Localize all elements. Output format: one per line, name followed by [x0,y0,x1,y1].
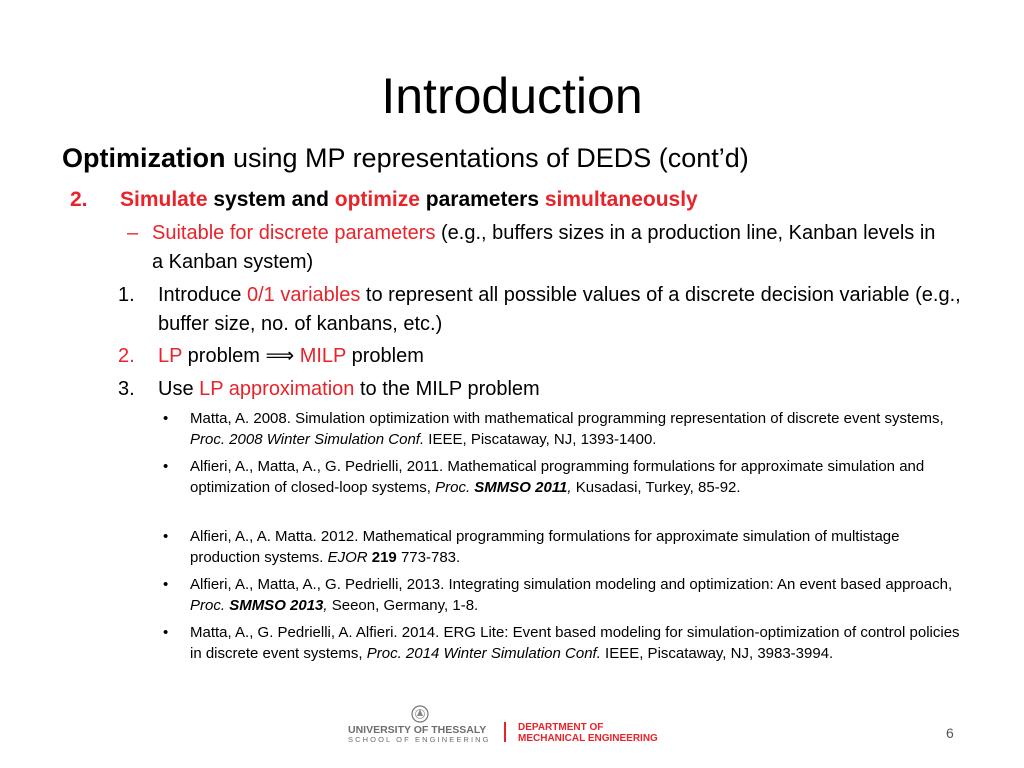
department-line-1: DEPARTMENT OF [518,722,604,733]
step-2 [118,342,968,371]
footer-logo [348,705,688,745]
bullet-icon: • [163,410,169,427]
section-text-1: system and [207,188,335,211]
reference-volume: 219 [367,549,397,566]
subtitle-rest: using MP representations of DEDS (cont’d) [225,143,749,173]
page-number: 6 [946,725,954,741]
reference-item [163,622,963,664]
reference-venue: Proc. [190,597,230,614]
step-2-post: problem [346,345,424,367]
dash-marker: – [127,222,139,244]
dash-item-text: (e.g., buffers sizes in a production line, Kanban levels in a Kanban system) [152,222,936,273]
reference-item [163,456,963,498]
university-name: UNIVERSITY OF THESSALY [348,724,487,736]
reference-item [163,408,963,450]
reference-venue-comma: , [567,479,572,496]
step-3-highlight: LP approximation [199,378,355,400]
step-1-highlight: 0/1 variables [246,284,361,306]
reference-venue: Proc. [435,479,475,496]
step-2-mid: problem ⟹ [182,345,300,367]
bullet-icon: • [163,528,169,545]
bullet-icon: • [163,624,169,641]
reference-venue: Proc. 2008 Winter Simulation Conf. [190,431,425,448]
step-1-post: to represent all possible values of a discrete decision variable (e.g., buffer size, no. of kanbans, etc.) [158,284,961,335]
step-3-pre: Use [158,378,200,400]
reference-tail: 773-783. [396,549,461,566]
dash-item [127,219,947,277]
reference-text: Alfieri, A., Matta, A., G. Pedrielli, 2013. Integrating simulation modeling and optimization: An event based approach, [190,576,953,593]
reference-item [163,526,963,568]
department-line-2: MECHANICAL ENGINEERING [518,733,658,744]
step-1-pre: Introduce [158,284,247,306]
school-name: SCHOOL OF ENGINEERING [348,735,491,744]
dash-item-highlight: Suitable for discrete parameters [152,222,436,244]
reference-venue-comma: , [323,597,328,614]
reference-text: Alfieri, A., Matta, A., G. Pedrielli, 2011. Mathematical programming formulations for approximate simulation and optimization of closed-loop systems, [190,458,925,496]
reference-item [163,574,963,616]
section-text-2: parameters [419,188,545,211]
reference-venue: EJOR [327,549,368,566]
reference-tail: IEEE, Piscataway, NJ, 3983-3994. [600,645,834,662]
step-2-lp: LP [158,345,183,367]
reference-tail: Seeon, Germany, 1-8. [327,597,479,614]
step-3 [118,375,968,404]
reference-tail: Kusadasi, Turkey, 85-92. [571,479,741,496]
reference-text: Alfieri, A., A. Matta. 2012. Mathematical programming formulations for approximate simulation of multistage production systems. [190,528,900,566]
reference-venue-bold: SMMSO 2011 [474,479,568,496]
section-heading [70,187,698,213]
footer-divider [504,722,506,742]
slide-subtitle [62,142,749,174]
reference-venue: Proc. 2014 Winter Simulation Conf. [366,645,601,662]
section-number: 2. [70,188,88,211]
bullet-icon: • [163,458,169,475]
step-3-post: to the MILP problem [354,378,540,400]
reference-text: Matta, A. 2008. Simulation optimization with mathematical programming representation of discrete event systems, [190,410,944,427]
reference-tail: IEEE, Piscataway, NJ, 1393-1400. [424,431,657,448]
step-1 [118,281,968,339]
step-3-number: 3. [118,378,135,400]
university-seal-icon [412,706,428,722]
section-simultaneously: simultaneously [544,188,698,211]
step-2-milp: MILP [299,345,347,367]
step-1-number: 1. [118,284,135,306]
slide-title: Introduction [381,68,643,124]
section-optimize: optimize [334,188,420,211]
subtitle-bold: Optimization [62,143,226,173]
section-simulate: Simulate [120,188,208,211]
step-2-number: 2. [118,345,135,367]
reference-text: Matta, A., G. Pedrielli, A. Alfieri. 2014. ERG Lite: Event based modeling for simulation-optimization of control policies in discrete event systems, [190,624,960,662]
bullet-icon: • [163,576,169,593]
reference-venue-bold: SMMSO 2013 [229,597,324,614]
